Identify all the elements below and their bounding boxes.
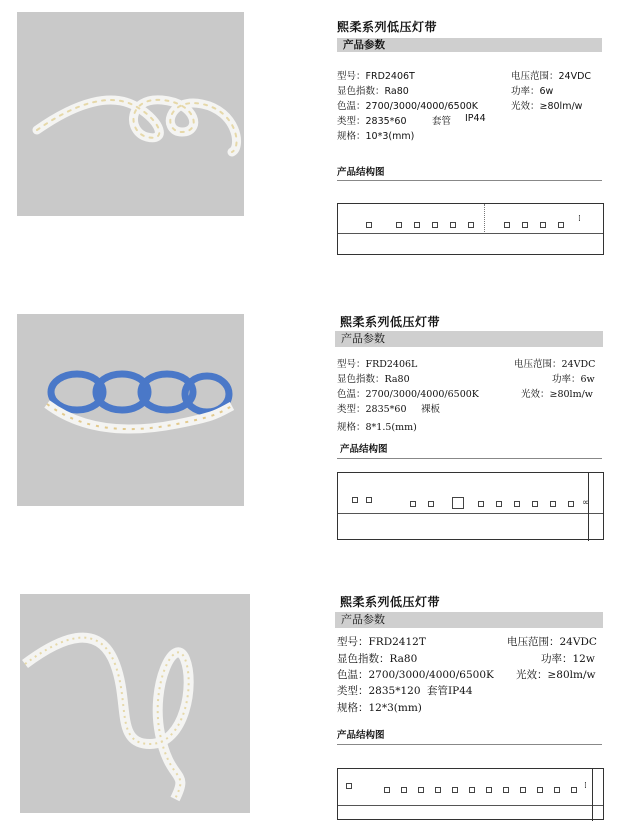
efficacy-1: 光效：≥80lm/w	[511, 101, 583, 112]
size-3: 规格：12*3(mm)	[337, 702, 422, 714]
structure-rule-1	[337, 180, 602, 181]
type-1: 类型：2835*60	[337, 116, 407, 127]
power-1: 功率：6w	[511, 86, 554, 97]
sleeve-1: 套管	[432, 116, 452, 127]
ip-1: IP44	[465, 113, 486, 124]
type-2: 类型：2835*60	[337, 404, 407, 415]
structure-rule-3	[337, 744, 602, 745]
product-photo-3	[20, 594, 250, 813]
voltage-2: 电压范围：24VDC	[514, 359, 596, 370]
size-1: 规格：10*3(mm)	[337, 131, 415, 142]
product-photo-1	[17, 12, 244, 216]
product-title-1: 熙柔系列低压灯带	[337, 20, 438, 34]
size-2: 规格：8*1.5(mm)	[337, 422, 417, 433]
params-header-3: 产品参数	[335, 612, 603, 628]
structure-diagram-1	[337, 203, 604, 255]
connector-icon: ∞	[582, 498, 590, 508]
cct-3: 色温：2700/3000/4000/6500K	[337, 669, 494, 681]
model-2: 型号：FRD2406L	[337, 359, 418, 370]
type-3: 类型：2835*120	[337, 685, 421, 697]
efficacy-2: 光效：≥80lm/w	[521, 389, 593, 400]
structure-title-3: 产品结构图	[337, 730, 385, 741]
sleeve-2: 裸板	[421, 404, 441, 415]
product-title-2: 熙柔系列低压灯带	[340, 315, 441, 329]
solder-pad-icon: ⁞	[584, 781, 587, 791]
cct-1: 色温：2700/3000/4000/6500K	[337, 101, 479, 112]
product-title-3: 熙柔系列低压灯带	[340, 595, 441, 609]
params-header-1: 产品参数	[337, 38, 602, 52]
power-2: 功率：6w	[552, 374, 595, 385]
efficacy-3: 光效：≥80lm/w	[516, 669, 596, 681]
sleeve-3: 套管IP44	[427, 685, 473, 697]
params-header-2: 产品参数	[335, 331, 603, 347]
cct-2: 色温：2700/3000/4000/6500K	[337, 389, 479, 400]
model-1: 型号：FRD2406T	[337, 71, 415, 82]
cri-2: 显色指数：Ra80	[337, 374, 410, 385]
power-3: 功率：12w	[541, 653, 595, 665]
structure-rule-2	[337, 458, 602, 459]
structure-title-1: 产品结构图	[337, 167, 385, 178]
cri-3: 显色指数：Ra80	[337, 653, 418, 665]
solder-pad-icon: ⁞	[578, 214, 581, 224]
structure-diagram-2	[337, 472, 604, 540]
model-3: 型号：FRD2412T	[337, 636, 426, 648]
structure-title-2: 产品结构图	[340, 444, 388, 455]
structure-diagram-3	[337, 768, 604, 820]
cri-1: 显色指数：Ra80	[337, 86, 409, 97]
voltage-3: 电压范围：24VDC	[507, 636, 597, 648]
voltage-1: 电压范围：24VDC	[511, 71, 592, 82]
product-photo-2	[17, 314, 244, 506]
